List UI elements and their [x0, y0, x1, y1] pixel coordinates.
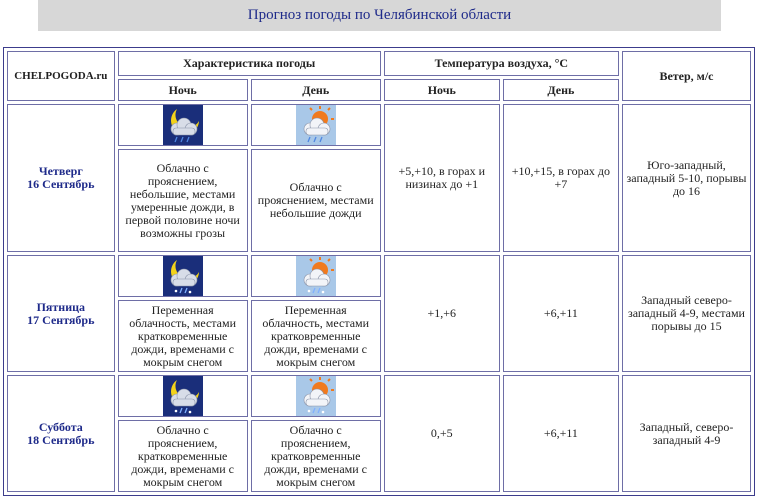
- temp-day-header: День: [503, 79, 619, 101]
- night-icon-cell: [118, 375, 248, 417]
- moon-cloud-sleet-icon: [163, 256, 203, 296]
- site-name: CHELPOGODA.ru: [7, 51, 115, 101]
- day-name: Четверг: [38, 164, 83, 178]
- wind-cell: Западный северо-западный 4-9, местами порывы до 15: [622, 255, 751, 372]
- forecast-table: [3, 47, 755, 496]
- temp-night: +5,+10, в горах и низинах до +1: [384, 104, 500, 252]
- sun-cloud-rain-icon: [296, 105, 336, 145]
- page-title: Прогноз погоды по Челябинской области: [38, 0, 721, 31]
- weather-night-header: Ночь: [118, 79, 248, 101]
- day-cell: [7, 255, 115, 372]
- day-icon-cell: [251, 375, 381, 417]
- night-description: Облачно с прояснением, небольшие, местами умеренные дожди, в первой половине ночи возможны грозы: [118, 149, 248, 252]
- day-cell: [7, 375, 115, 492]
- day-icon-cell: [251, 255, 381, 297]
- temp-day: +10,+15, в горах до +7: [503, 104, 619, 252]
- sun-cloud-sleet-icon: [296, 376, 336, 416]
- day-date: 16 Сентябрь: [27, 177, 95, 191]
- day-description: Облачно с прояснением, кратковременные дожди, временами с мокрым снегом: [251, 420, 381, 492]
- day-date: 18 Сентябрь: [27, 432, 95, 447]
- moon-cloud-sleet-icon: [163, 376, 203, 416]
- wind-cell: Юго-западный, западный 5-10, порывы до 16: [622, 104, 751, 252]
- day-date: 17 Сентябрь: [27, 312, 95, 327]
- weather-day-header: День: [251, 79, 381, 101]
- temperature-header: Температура воздуха, °C: [384, 51, 619, 76]
- temp-night: +1,+6: [384, 255, 500, 372]
- temp-day: +6,+11: [503, 375, 619, 492]
- day-name: Пятница: [36, 299, 86, 314]
- night-description: Облачно с прояснением, кратковременные дожди, временами с мокрым снегом: [118, 420, 248, 492]
- night-icon-cell: [118, 104, 248, 146]
- day-description: Переменная облачность, местами кратковременные дожди, временами с мокрым снегом: [251, 300, 381, 372]
- night-icon-cell: [118, 255, 248, 297]
- moon-cloud-rain-icon: [163, 105, 203, 145]
- temp-night: 0,+5: [384, 375, 500, 492]
- day-cell: [7, 104, 115, 252]
- sun-cloud-sleet-icon: [296, 256, 336, 296]
- day-icon-cell: [251, 104, 381, 146]
- temp-day: +6,+11: [503, 255, 619, 372]
- day-description: Облачно с прояснением, местами небольшие дожди: [251, 149, 381, 252]
- day-name: Суббота: [38, 419, 83, 434]
- wind-header: Ветер, м/с: [622, 51, 751, 101]
- weather-header: Характеристика погоды: [118, 51, 381, 76]
- night-description: Переменная облачность, местами кратковременные дожди, временами с мокрым снегом: [118, 300, 248, 372]
- wind-cell: Западный, северо-западный 4-9: [622, 375, 751, 492]
- temp-night-header: Ночь: [384, 79, 500, 101]
